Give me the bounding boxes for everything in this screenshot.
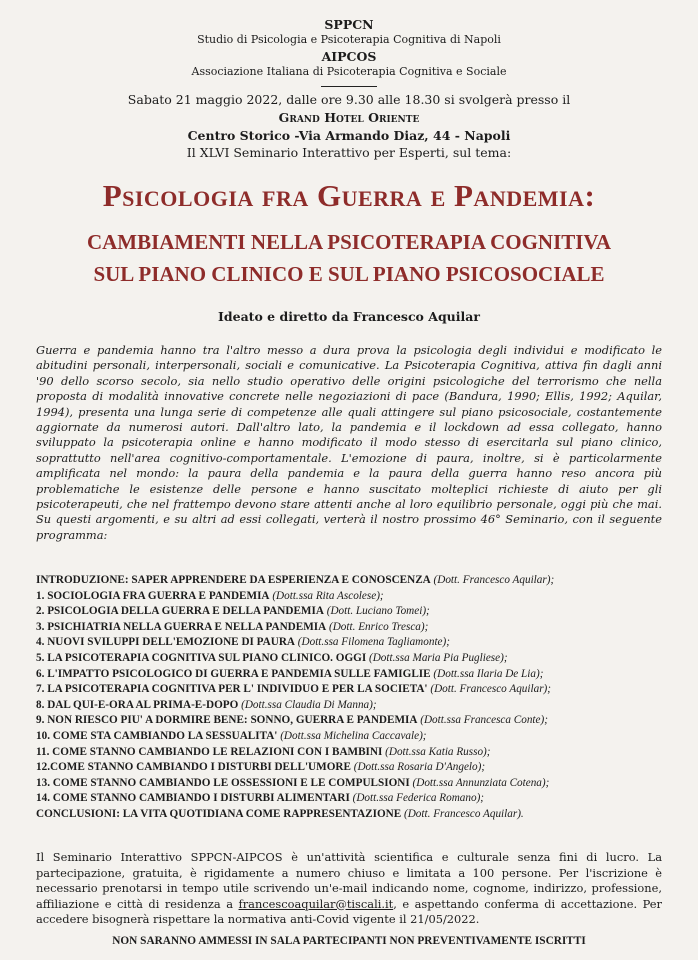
program-item-speaker: (Dott.ssa Michelina Caccavale); [280, 729, 427, 742]
final-notice: NON SARANNO AMMESSI IN SALA PARTECIPANTI NON PREVENTIVAMENTE ISCRITTI [112, 935, 586, 947]
event-address: Centro Storico -Via Armando Diaz, 44 - Napoli [187, 128, 511, 143]
program-item-title: 7. LA PSICOTERAPIA COGNITIVA PER L' INDIVIDUO E PER LA SOCIETA' [36, 683, 428, 696]
program-item-title: 12.COME STANNO CAMBIANDO I DISTURBI DELL'UMORE [36, 761, 351, 774]
program-item [36, 635, 676, 651]
program-item [36, 589, 676, 605]
program-item-title: 5. LA PSICOTERAPIA COGNITIVA SUL PIANO CLINICO. OGGI [36, 651, 367, 664]
event-venue: Grand Hotel Oriente [278, 110, 420, 125]
program-item-speaker: (Dott. Francesco Aquilar). [404, 807, 524, 820]
program-item [36, 729, 676, 745]
program-item [36, 682, 676, 698]
program-item-speaker: (Dott.ssa Filomena Tagliamonte); [297, 636, 450, 649]
org1-name: SPPCN [324, 17, 374, 32]
program-item [36, 791, 676, 807]
program-item-title: CONCLUSIONI: LA VITA QUOTIDIANA COME RAPPRESENTAZIONE [36, 807, 402, 820]
program-item-speaker: (Dott.ssa Maria Pia Pugliese); [369, 651, 508, 664]
program-item [36, 604, 676, 620]
program-item-speaker: (Dott.ssa Federica Romano); [352, 792, 485, 805]
program-item-title: 1. SOCIOLOGIA FRA GUERRA E PANDEMIA [36, 589, 270, 602]
footer-text-after-email: , e aspettando conferma di accettazione. Per accedere bisognerà rispettare la normativa anti-Covid vigente il 21/05/2022. [36, 896, 662, 926]
program-item [36, 713, 676, 729]
program-item [36, 651, 676, 667]
program-item-speaker: (Dott.ssa Rita Ascolese); [272, 589, 384, 602]
email-link[interactable]: francescoaquilar@tiscali.it [238, 896, 394, 911]
program-item-speaker: (Dott. Francesco Aquilar); [430, 683, 552, 696]
program-item-speaker: (Dott. Enrico Tresca); [329, 620, 429, 633]
main-title: Psicologia fra Guerra e Pandemia: [102, 178, 596, 213]
program-item [36, 698, 676, 714]
program-item-title: 14. COME STANNO CAMBIANDO I DISTURBI ALIMENTARI [36, 792, 350, 805]
program-list [36, 573, 676, 823]
seminar-line: Il XLVI Seminario Interattivo per Esperti, sul tema: [186, 145, 512, 160]
program-item [36, 760, 676, 776]
program-item [36, 745, 676, 761]
program-item-title: 2. PSICOLOGIA DELLA GUERRA E DELLA PANDEMIA [36, 605, 324, 618]
abstract-paragraph: Guerra e pandemia hanno tra l'altro messo a dura prova la psicologia degli individui e modificato le abitudini personali, interpersonali, sociali e comunicative. La Psicoterapia Cognitiva, attiva fin dagli anni '90 dello scorso secolo, sia nello studio operativo delle origini psicologiche del terrorismo che nella proposta di modalità innovative concrete nelle negoziazioni di pace (Bandura, 1990; Ellis, 1992; Aquilar, 1994), presenta una lunga serie di competenze alle quali attingere sul piano psicosociale, costantemente aggiornate da numerosi autori. Dall'altro lato, la pandemia e il lockdown ad essa collegato, hanno sviluppato la psicoterapia online e hanno modificato il modo stesso di esercitarla sul piano clinico, soprattutto nell'area cognitivo-comportamentale. L'emozione di paura, inoltre, si è particolarmente amplificata nel mondo: la paura della pandemia e la paura della guerra hanno reso ancora più problematiche le esistenze delle persone e hanno suscitato molteplici richieste di aiuto per gli psicoterapeuti, che nel frattempo devono stare attenti anche al loro equilibrio personale, oggi più che mai. Su questi argomenti, e su altri ad essi collegati, verterà il nostro prossimo 46° Seminario, con il seguente programma: [36, 343, 662, 542]
program-item-title: 3. PSICHIATRIA NELLA GUERRA E NELLA PANDEMIA [36, 620, 327, 633]
program-item-title: INTRODUZIONE: SAPER APPRENDERE DA ESPERIENZA E CONOSCENZA [36, 574, 431, 586]
program-item-speaker: (Dott.ssa Annunziata Cotena); [412, 776, 550, 789]
program-item [36, 620, 676, 636]
program-item-speaker: (Dott. Luciano Tomei); [326, 605, 430, 618]
program-item-title: 9. NON RIESCO PIU' A DORMIRE BENE: SONNO, GUERRA E PANDEMIA [36, 714, 418, 727]
org2-full-name: Associazione Italiana di Psicoterapia Cognitiva e Sociale [191, 65, 507, 78]
footer-paragraph [36, 850, 662, 928]
program-item-speaker: (Dott.ssa Francesca Conte); [420, 714, 548, 727]
org1-full-name: Studio di Psicologia e Psicoterapia Cognitiva di Napoli [197, 33, 501, 46]
program-item-title: 4. NUOVI SVILUPPI DELL'EMOZIONE DI PAURA [36, 636, 295, 649]
program-item-speaker: (Dott.ssa Ilaria De Lia); [433, 667, 544, 680]
program-item [36, 807, 676, 823]
program-item [36, 667, 676, 683]
program-item [36, 776, 676, 792]
program-item-speaker: (Dott. Francesco Aquilar); [433, 574, 555, 586]
organizer-credit: Ideato e diretto da Francesco Aquilar [218, 309, 480, 324]
program-item-speaker: (Dott.ssa Katia Russo); [385, 745, 491, 758]
event-date-line: Sabato 21 maggio 2022, dalle ore 9.30 alle 18.30 si svolgerà presso il [127, 92, 571, 107]
org2-name: AIPCOS [321, 49, 377, 64]
program-item-title: 13. COME STANNO CAMBIANDO LE OSSESSIONI E LE COMPULSIONI [36, 776, 410, 789]
program-item-title: 11. COME STANNO CAMBIANDO LE RELAZIONI CON I BAMBINI [36, 745, 383, 758]
program-item-title: 8. DAL QUI-E-ORA AL PRIMA-E-DOPO [36, 698, 239, 711]
program-item-speaker: (Dott.ssa Rosaria D'Angelo); [353, 761, 486, 774]
program-item-speaker: (Dott.ssa Claudia Di Manna); [241, 698, 377, 711]
subtitle-line-2: SUL PIANO CLINICO E SUL PIANO PSICOSOCIALE [93, 262, 605, 286]
subtitle-line-1: CAMBIAMENTI NELLA PSICOTERAPIA COGNITIVA [86, 230, 612, 254]
program-item-title: 6. L'IMPATTO PSICOLOGICO DI GUERRA E PANDEMIA SULLE FAMIGLIE [36, 667, 431, 680]
program-item-title: 10. COME STA CAMBIANDO LA SESSUALITA' [36, 729, 278, 742]
header-divider [321, 86, 377, 87]
footer-text-before-email: Il Seminario Interattivo SPPCN-AIPCOS è un'attività scientifica e culturale senza fini di lucro. La partecipazione, gratuita, è rigidamente a numero chiuso e limitata a 100 persone. Per l'iscrizione è necessario prenotarsi in tempo utile scrivendo un'e-mail indicando nome, cognome, indirizzo, professione, affiliazione e città di residenza a [36, 850, 662, 911]
program-item [36, 573, 676, 589]
